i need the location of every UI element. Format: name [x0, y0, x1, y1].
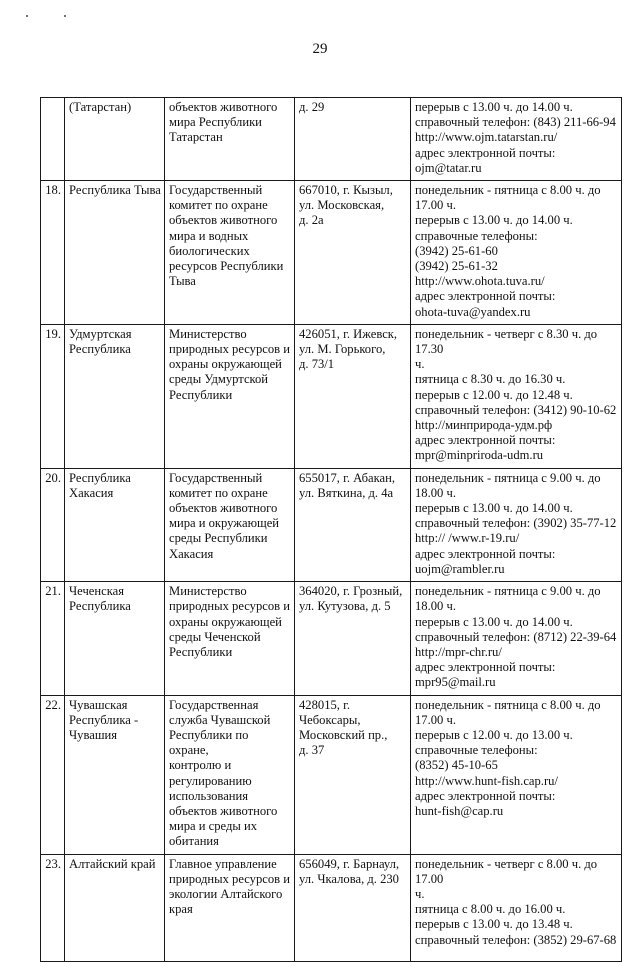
- row-number-cell: 22.: [41, 695, 65, 854]
- authority-cell: объектов животного мира Республики Татарстан: [165, 98, 295, 181]
- row-number-cell: 23.: [41, 854, 65, 961]
- authorities-table: [40, 97, 622, 962]
- scan-speck: [26, 15, 28, 17]
- table-row: [41, 695, 622, 854]
- contacts-cell: понедельник - четверг с 8.00 ч. до 17.00 ч. пятница с 8.00 ч. до 16.00 ч. перерыв с 13.00 ч. до 13.48 ч. справочный телефон: (3852) 29-67-68: [411, 854, 622, 961]
- authority-cell: Министерство природных ресурсов и охраны окружающей среды Чеченской Республики: [165, 582, 295, 695]
- address-cell: 667010, г. Кызыл, ул. Московская, д. 2а: [295, 181, 411, 325]
- address-cell: 364020, г. Грозный, ул. Кутузова, д. 5: [295, 582, 411, 695]
- address-cell: 428015, г. Чебоксары, Московский пр., д. 37: [295, 695, 411, 854]
- region-cell: Чеченская Республика: [65, 582, 165, 695]
- region-cell: Чувашская Республика - Чувашия: [65, 695, 165, 854]
- region-cell: Республика Хакасия: [65, 468, 165, 581]
- region-cell: Удмуртская Республика: [65, 324, 165, 468]
- contacts-cell: понедельник - четверг с 8.30 ч. до 17.30 ч. пятница с 8.30 ч. до 16.30 ч. перерыв с 12.00 ч. до 12.48 ч. справочный телефон: (3412) 90-10-62 http://минприрода-удм.рф адрес электронной почты: mpr@minpriroda-udm.ru: [411, 324, 622, 468]
- row-number-cell: 20.: [41, 468, 65, 581]
- contacts-cell: перерыв с 13.00 ч. до 14.00 ч. справочный телефон: (843) 211-66-94 http://www.ojm.tatarstan.ru/ адрес электронной почты: ojm@tatar.ru: [411, 98, 622, 181]
- scan-speck: [64, 15, 66, 17]
- region-cell: (Татарстан): [65, 98, 165, 181]
- row-number-cell: 18.: [41, 181, 65, 325]
- page-number: 29: [312, 41, 328, 57]
- authority-cell: Государственная служба Чувашской Республики по охране, контролю и регулированию использования объектов животного мира и среды их обитания: [165, 695, 295, 854]
- contacts-cell: понедельник - пятница с 9.00 ч. до 18.00 ч. перерыв с 13.00 ч. до 14.00 ч. справочный телефон: (3902) 35-77-12 http:// /www.r-19.ru/ адрес электронной почты: uojm@rambler.ru: [411, 468, 622, 581]
- row-number-cell: [41, 98, 65, 181]
- row-number-cell: 21.: [41, 582, 65, 695]
- table-row: [41, 468, 622, 581]
- authority-cell: Министерство природных ресурсов и охраны окружающей среды Удмуртской Республики: [165, 324, 295, 468]
- table-row: [41, 854, 622, 961]
- row-number-cell: 19.: [41, 324, 65, 468]
- region-cell: Алтайский край: [65, 854, 165, 961]
- contacts-cell: понедельник - пятница с 8.00 ч. до 17.00 ч. перерыв с 13.00 ч. до 14.00 ч. справочные телефоны: (3942) 25-61-60 (3942) 25-61-32 http://www.ohota.tuva.ru/ адрес электронной почты: ohota-tuva@yandex.ru: [411, 181, 622, 325]
- authority-cell: Главное управление природных ресурсов и экологии Алтайского края: [165, 854, 295, 961]
- address-cell: д. 29: [295, 98, 411, 181]
- contacts-cell: понедельник - пятница с 8.00 ч. до 17.00 ч. перерыв с 12.00 ч. до 13.00 ч. справочные телефоны: (8352) 45-10-65 http://www.hunt-fish.cap.ru/ адрес электронной почты: hunt-fish@cap.ru: [411, 695, 622, 854]
- authority-cell: Государственный комитет по охране объектов животного мира и окружающей среды Республики Хакасия: [165, 468, 295, 581]
- address-cell: 655017, г. Абакан, ул. Вяткина, д. 4а: [295, 468, 411, 581]
- table-row: [41, 582, 622, 695]
- authority-cell: Государственный комитет по охране объектов животного мира и водных биологических ресурсов Республики Тыва: [165, 181, 295, 325]
- contacts-cell: понедельник - пятница с 9.00 ч. до 18.00 ч. перерыв с 13.00 ч. до 14.00 ч. справочный телефон: (8712) 22-39-64 http://mpr-chr.ru/ адрес электронной почты: mpr95@mail.ru: [411, 582, 622, 695]
- table-row: [41, 181, 622, 325]
- table-row: [41, 324, 622, 468]
- region-cell: Республика Тыва: [65, 181, 165, 325]
- address-cell: 656049, г. Барнаул, ул. Чкалова, д. 230: [295, 854, 411, 961]
- table-row: [41, 98, 622, 181]
- address-cell: 426051, г. Ижевск, ул. М. Горького, д. 73/1: [295, 324, 411, 468]
